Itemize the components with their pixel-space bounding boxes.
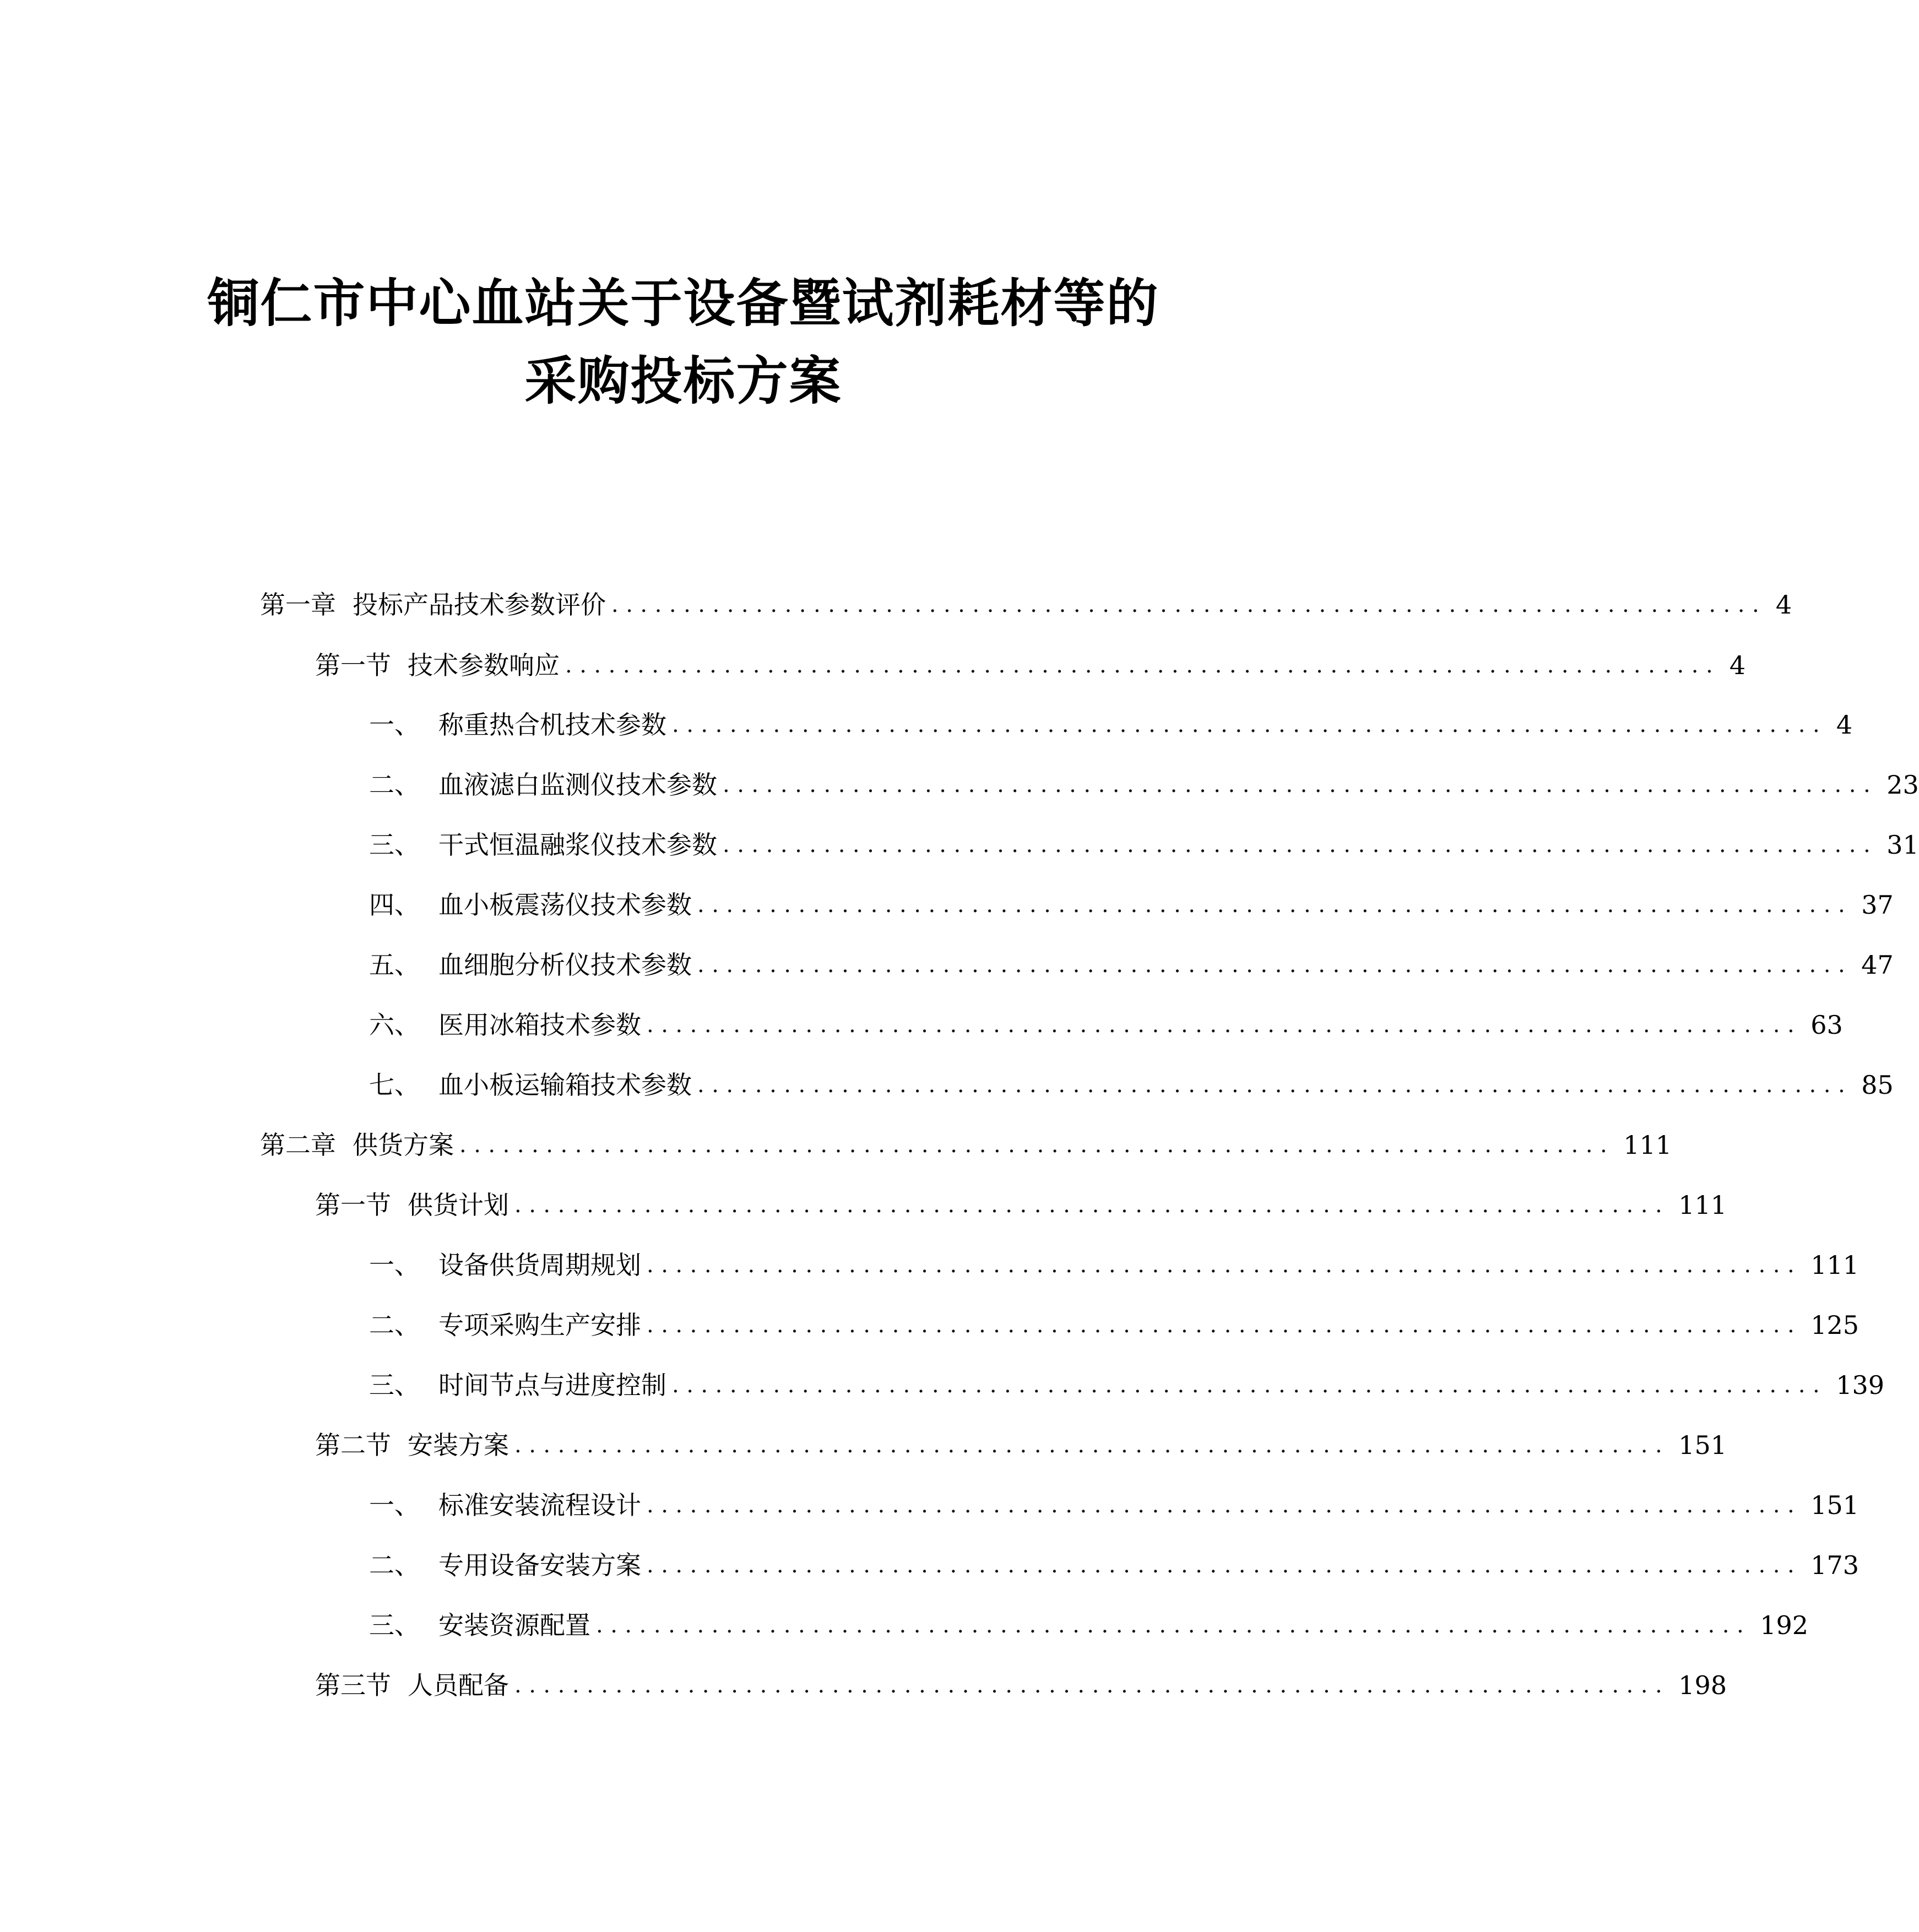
toc-entry-subsection[interactable] [369, 1543, 1859, 1587]
toc-entry-subsection[interactable] [369, 1483, 1859, 1527]
toc-entry-title: 干式恒温融浆仪技术参数 [438, 830, 717, 860]
title-line-1: 铜仁市中心血站关于设备暨试剂耗材等的 [207, 274, 1159, 334]
toc-entry-number: 四、 [369, 890, 420, 920]
toc-entry-number: 三、 [369, 1370, 420, 1400]
toc-entry-title: 血细胞分析仪技术参数 [438, 950, 692, 980]
toc-page-number: 63 [1810, 1010, 1843, 1040]
toc-entry-number: 一、 [369, 1250, 420, 1280]
toc-dot-leader: ................................................................................ [723, 832, 1878, 858]
toc-page-number: 111 [1623, 1130, 1672, 1160]
toc-entry-section[interactable] [315, 1663, 1727, 1707]
toc-page-number: 198 [1678, 1670, 1727, 1700]
toc-dot-leader: ................................................................................ [647, 1493, 1802, 1518]
toc-dot-leader: ................................................................................ [697, 1072, 1853, 1098]
toc-page-number: 151 [1810, 1490, 1859, 1520]
toc-page-number: 192 [1760, 1610, 1808, 1640]
toc-entry-number: 三、 [369, 830, 420, 860]
toc-entry-number: 第二章 [260, 1130, 336, 1160]
toc-dot-leader: ................................................................................ [647, 1553, 1802, 1578]
toc-page-number: 4 [1775, 590, 1792, 620]
toc-dot-leader: ................................................................................ [672, 712, 1828, 737]
toc-entry-number: 五、 [369, 950, 420, 980]
toc-entry-subsection[interactable] [369, 823, 1919, 867]
toc-dot-leader: ................................................................................ [565, 653, 1721, 678]
toc-dot-leader: ................................................................................ [514, 1192, 1670, 1218]
toc-entry-number: 第一节 [315, 650, 391, 680]
toc-dot-leader: ................................................................................ [647, 1012, 1802, 1038]
toc-page-number: 4 [1836, 710, 1853, 740]
document-title [0, 270, 1367, 416]
toc-page-number: 173 [1810, 1550, 1859, 1580]
toc-entry-subsection[interactable] [369, 943, 1894, 987]
toc-entry-title: 投标产品技术参数评价 [353, 590, 606, 620]
toc-entry-chapter-2[interactable] [260, 1123, 1672, 1167]
toc-entry-chapter-1[interactable] [260, 583, 1792, 627]
toc-entry-subsection[interactable] [369, 1303, 1859, 1347]
toc-entry-subsection[interactable] [369, 883, 1894, 927]
toc-dot-leader: ................................................................................ [514, 1673, 1670, 1698]
toc-page-number: 23 [1887, 770, 1919, 800]
toc-dot-leader: ................................................................................ [514, 1432, 1670, 1458]
title-line-2: 采购投标方案 [524, 351, 842, 411]
toc-entry-title: 称重热合机技术参数 [438, 710, 666, 740]
toc-entry-title: 人员配备 [408, 1670, 509, 1700]
toc-page-number: 111 [1678, 1190, 1727, 1220]
toc-entry-number: 七、 [369, 1070, 420, 1100]
toc-entry-subsection[interactable] [369, 1243, 1859, 1287]
toc-page-number: 125 [1810, 1310, 1859, 1340]
toc-entry-subsection[interactable] [369, 703, 1853, 747]
toc-dot-leader: ................................................................................ [697, 952, 1853, 978]
toc-entry-section[interactable] [315, 1183, 1727, 1227]
toc-dot-leader: ................................................................................ [611, 592, 1767, 617]
toc-entry-title: 血小板震荡仪技术参数 [438, 890, 692, 920]
toc-page-number: 139 [1836, 1370, 1884, 1400]
toc-page-number: 4 [1729, 650, 1746, 680]
toc-entry-subsection[interactable] [369, 763, 1919, 807]
toc-entry-title: 设备供货周期规划 [438, 1250, 641, 1280]
toc-entry-title: 供货计划 [408, 1190, 509, 1220]
toc-entry-number: 六、 [369, 1010, 420, 1040]
toc-entry-title: 血液滤白监测仪技术参数 [438, 770, 717, 800]
toc-entry-number: 二、 [369, 770, 420, 800]
toc-dot-leader: ................................................................................ [647, 1252, 1802, 1278]
toc-dot-leader: ................................................................................ [596, 1613, 1752, 1638]
toc-page-number: 37 [1861, 890, 1894, 920]
toc-entry-section[interactable] [315, 643, 1746, 687]
toc-entry-title: 安装方案 [408, 1430, 509, 1460]
toc-entry-subsection[interactable] [369, 1063, 1894, 1107]
toc-entry-title: 血小板运输箱技术参数 [438, 1070, 692, 1100]
toc-dot-leader: ................................................................................ [723, 772, 1878, 797]
toc-entry-title: 技术参数响应 [408, 650, 560, 680]
toc-entry-number: 第三节 [315, 1670, 391, 1700]
toc-entry-title: 专用设备安装方案 [438, 1550, 641, 1580]
toc-entry-subsection[interactable] [369, 1003, 1843, 1047]
toc-entry-number: 一、 [369, 710, 420, 740]
toc-entry-number: 第二节 [315, 1430, 391, 1460]
toc-entry-title: 医用冰箱技术参数 [438, 1010, 641, 1040]
toc-page-number: 85 [1861, 1070, 1894, 1100]
toc-entry-number: 三、 [369, 1610, 420, 1640]
toc-page-number: 151 [1678, 1430, 1727, 1460]
toc-entry-number: 第一章 [260, 590, 336, 620]
toc-entry-title: 标准安装流程设计 [438, 1490, 641, 1520]
toc-page-number: 47 [1861, 950, 1894, 980]
toc-entry-number: 一、 [369, 1490, 420, 1520]
toc-dot-leader: ................................................................................ [459, 1132, 1615, 1158]
toc-page-number: 111 [1810, 1250, 1859, 1280]
toc-entry-title: 专项采购生产安排 [438, 1310, 641, 1340]
toc-entry-subsection[interactable] [369, 1603, 1808, 1647]
toc-entry-subsection[interactable] [369, 1363, 1884, 1407]
toc-dot-leader: ................................................................................ [672, 1372, 1828, 1398]
toc-dot-leader: ................................................................................ [697, 892, 1853, 918]
toc-entry-title: 安装资源配置 [438, 1610, 590, 1640]
toc-entry-number: 第一节 [315, 1190, 391, 1220]
toc-entry-number: 二、 [369, 1550, 420, 1580]
toc-entry-title: 时间节点与进度控制 [438, 1370, 666, 1400]
toc-entry-title: 供货方案 [353, 1130, 454, 1160]
toc-entry-section[interactable] [315, 1423, 1727, 1467]
toc-entry-number: 二、 [369, 1310, 420, 1340]
toc-page-number: 31 [1887, 830, 1919, 860]
toc-dot-leader: ................................................................................ [647, 1312, 1802, 1338]
